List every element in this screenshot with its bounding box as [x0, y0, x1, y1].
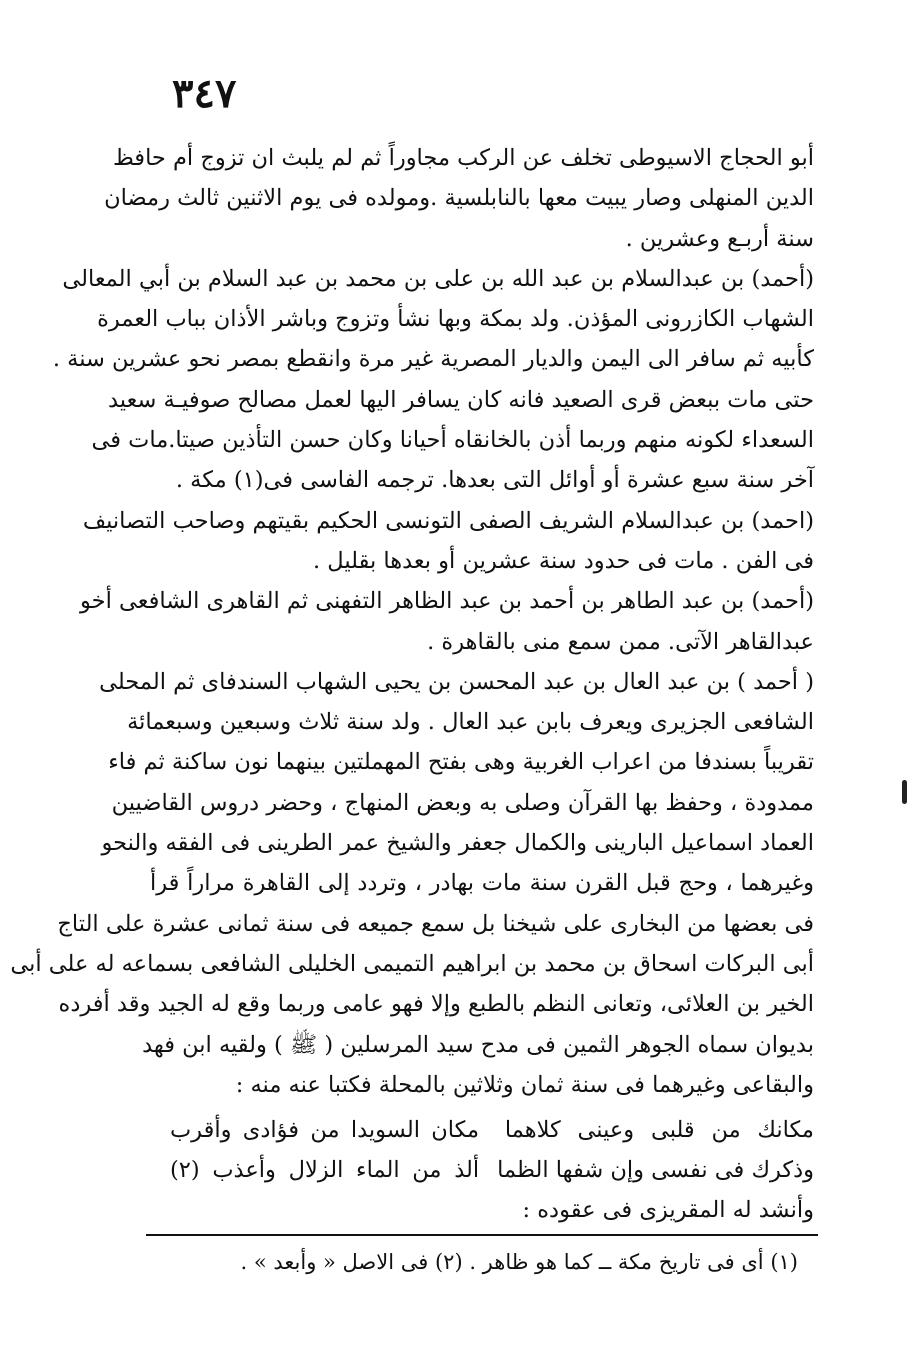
- text-line: بديوان سماه الجوهر الثمين فى مدح سيد المرسلين ( ﷺ ) ولقيه ابن فهد: [142, 1031, 814, 1058]
- text-line: الخير بن العلائى، وتعانى النظم بالطبع وإلا فهو عامى وربما وقع له الجيد وقد أفرده: [58, 991, 814, 1018]
- text-line: الشهاب الكازرونى المؤذن. ولد بمكة وبها نشأ وتزوج وباشر الأذان بباب العمرة: [97, 306, 814, 333]
- verse-second-hemistich: ألذ من الماء الزلال وأعذب (٢): [170, 1157, 480, 1183]
- verse-first-hemistich: وذكرك فى نفسى وإن شفها الظما: [497, 1157, 814, 1183]
- verse-first-hemistich: مكانك من قلبى وعينى كلاهما: [504, 1117, 814, 1143]
- text-line: كأبيه ثم سافر الى اليمن والديار المصرية غير مرة وانقطع بمصر نحو عشرين سنة .: [52, 346, 814, 373]
- text-line: ( أحمد ) بن عبد العال بن عبد المحسن بن يحيى الشهاب السندفاى ثم المحلى: [99, 668, 814, 695]
- footnote-divider: [146, 1234, 818, 1236]
- margin-mark: [902, 780, 907, 804]
- text-line: فى بعضها من البخارى على شيخنا بل سمع جميعه فى سنة ثمانى عشرة على التاج: [57, 910, 814, 937]
- text-line: (احمد) بن عبدالسلام الشريف الصفى التونسى الحكيم بقيتهم وصاحب التصانيف: [82, 507, 814, 534]
- text-line: السعداء لكونه منهم وربما أذن بالخانقاه أحيانا وكان حسن التأذين صيتا.مات فى: [91, 427, 814, 454]
- text-line: والبقاعى وغيرهما فى سنة ثمان وثلاثين بالمحلة فكتبا عنه منه :: [235, 1071, 814, 1098]
- text-line: الشافعى الجزيرى ويعرف بابن عبد العال . ولد سنة ثلاث وسبعين وسبعمائة: [127, 709, 814, 736]
- text-line: عبدالقاهر الآتى. ممن سمع منى بالقاهرة .: [427, 628, 814, 655]
- text-line: آخر سنة سبع عشرة أو أوائل التى بعدها. ترجمه الفاسى فى(١) مكة .: [175, 467, 814, 494]
- closing-line: وأنشد له المقريزى فى عقوده :: [522, 1197, 814, 1223]
- text-line: سنة أربـع وعشرين .: [625, 225, 814, 252]
- footnotes: (١) أى فى تاريخ مكة ــ كما هو ظاهر . (٢) فى الاصل « وأبعد » .: [240, 1250, 798, 1274]
- verse-second-hemistich: مكان السويدا من فؤادى وأقرب: [170, 1117, 480, 1143]
- text-line: فى الفن . مات فى حدود سنة عشرين أو بعدها بقليل .: [313, 547, 814, 574]
- text-line: الدين المنهلى وصار يبيت معها بالنابلسية .ومولده فى يوم الاثنين ثالث رمضان: [104, 185, 814, 212]
- main-text: [10, 138, 814, 1105]
- text-line: (أحمد) بن عبد الطاهر بن أحمد بن عبد الظاهر التفهنى ثم القاهرى الشافعى أخو: [80, 588, 814, 615]
- text-line: تقريباً بسندفا من اعراب الغربية وهى بفتح المهملتين بينهما نون ساكنة ثم فاء: [108, 749, 814, 776]
- text-line: (أحمد) بن عبدالسلام بن عبد الله بن على بن محمد بن عبد السلام بن أبي المعالى: [62, 265, 814, 292]
- text-line: حتى مات ببعض قرى الصعيد فانه كان يسافر اليها لعمل مصالح صوفيـة سعيد: [108, 386, 814, 413]
- text-line: أبى البركات اسحاق بن محمد بن ابراهيم التميمى الخليلى الشافعى بسماعه له على أبى: [10, 950, 814, 977]
- verse-line: [170, 1150, 814, 1190]
- verse-line: [170, 1110, 814, 1150]
- text-line: ممدودة ، وحفظ بها القرآن وصلى به وبعض المنهاج ، وحضر دروس القاضيين: [111, 789, 814, 816]
- poem-verses: [170, 1110, 814, 1190]
- text-line: العماد اسماعيل البارينى والكمال جعفر والشيخ عمر الطرينى فى الفقه والنحو: [101, 830, 814, 857]
- text-line: وغيرهما ، وحج قبل القرن سنة مات بهادر ، وتردد إلى القاهرة مراراً قرأ: [150, 870, 814, 897]
- text-line: أبو الحجاج الاسيوطى تخلف عن الركب مجاوراً ثم لم يلبث ان تزوج أم حافظ: [112, 145, 814, 171]
- page-number: ٣٤٧: [172, 70, 237, 117]
